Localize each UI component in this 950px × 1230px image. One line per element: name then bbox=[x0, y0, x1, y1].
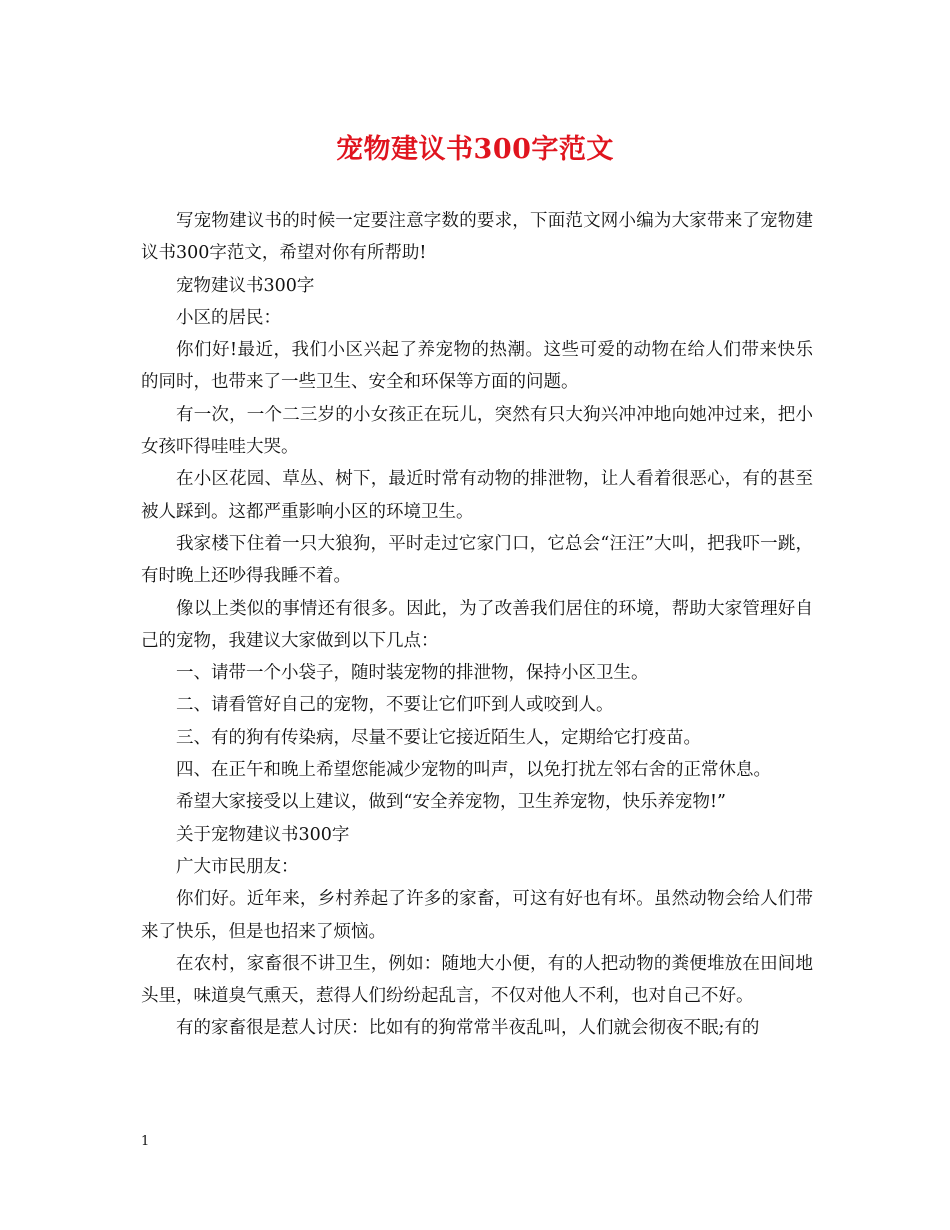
paragraph-closing: 希望大家接受以上建议，做到“安全养宠物，卫生养宠物，快乐养宠物!” bbox=[176, 792, 726, 813]
page-number: 1 bbox=[141, 1134, 150, 1149]
section-heading-2: 关于宠物建议书300字 bbox=[176, 824, 350, 845]
paragraph: 有的家畜很是惹人讨厌：比如有的狗常常半夜乱叫，人们就会彻夜不眠;有的 bbox=[176, 1018, 760, 1039]
paragraph: 有一次，一个二三岁的小女孩正在玩儿，突然有只大狗兴冲冲地向她冲过来，把小女孩吓得哇哇大哭。 bbox=[141, 404, 813, 458]
suggestion-item-2: 二、请看管好自己的宠物，不要让它们吓到人或咬到人。 bbox=[176, 695, 614, 716]
document-body bbox=[141, 205, 813, 1045]
suggestion-item-1: 一、请带一个小袋子，随时装宠物的排泄物，保持小区卫生。 bbox=[176, 663, 649, 684]
suggestion-item-4: 四、在正午和晚上希望您能减少宠物的叫声，以免打扰左邻右舍的正常休息。 bbox=[176, 760, 771, 781]
paragraph: 像以上类似的事情还有很多。因此，为了改善我们居住的环境，帮助大家管理好自己的宠物，我建议大家做到以下几点： bbox=[141, 598, 813, 651]
paragraph: 我家楼下住着一只大狼狗，平时走过它家门口，它总会“汪汪”大叫，把我吓一跳，有时晚上还吵得我睡不着。 bbox=[141, 533, 813, 587]
salutation-1: 小区的居民： bbox=[176, 307, 281, 328]
paragraph-intro: 写宠物建议书的时候一定要注意字数的要求，下面范文网小编为大家带来了宠物建议书300字范文，希望对你有所帮助! bbox=[141, 211, 813, 264]
paragraph: 在农村，家畜很不讲卫生，例如：随地大小便，有的人把动物的粪便堆放在田间地头里，味道臭气熏天，惹得人们纷纷起乱言，不仅对他人不利，也对自己不好。 bbox=[141, 953, 813, 1007]
paragraph: 在小区花园、草丛、树下，最近时常有动物的排泄物，让人看着很恶心，有的甚至被人踩到。这都严重影响小区的环境卫生。 bbox=[141, 469, 813, 522]
suggestion-item-3: 三、有的狗有传染病，尽量不要让它接近陌生人，定期给它打疫苗。 bbox=[176, 727, 701, 748]
paragraph: 你们好。近年来，乡村养起了许多的家畜，可这有好也有坏。虽然动物会给人们带来了快乐，但是也招来了烦恼。 bbox=[141, 889, 813, 942]
section-heading-1: 宠物建议书300字 bbox=[176, 275, 315, 296]
paragraph: 你们好!最近，我们小区兴起了养宠物的热潮。这些可爱的动物在给人们带来快乐的同时，也带来了一些卫生、安全和环保等方面的问题。 bbox=[141, 340, 813, 393]
document-title: 宠物建议书300字范文 bbox=[336, 134, 614, 165]
salutation-2: 广大市民朋友： bbox=[176, 856, 299, 877]
